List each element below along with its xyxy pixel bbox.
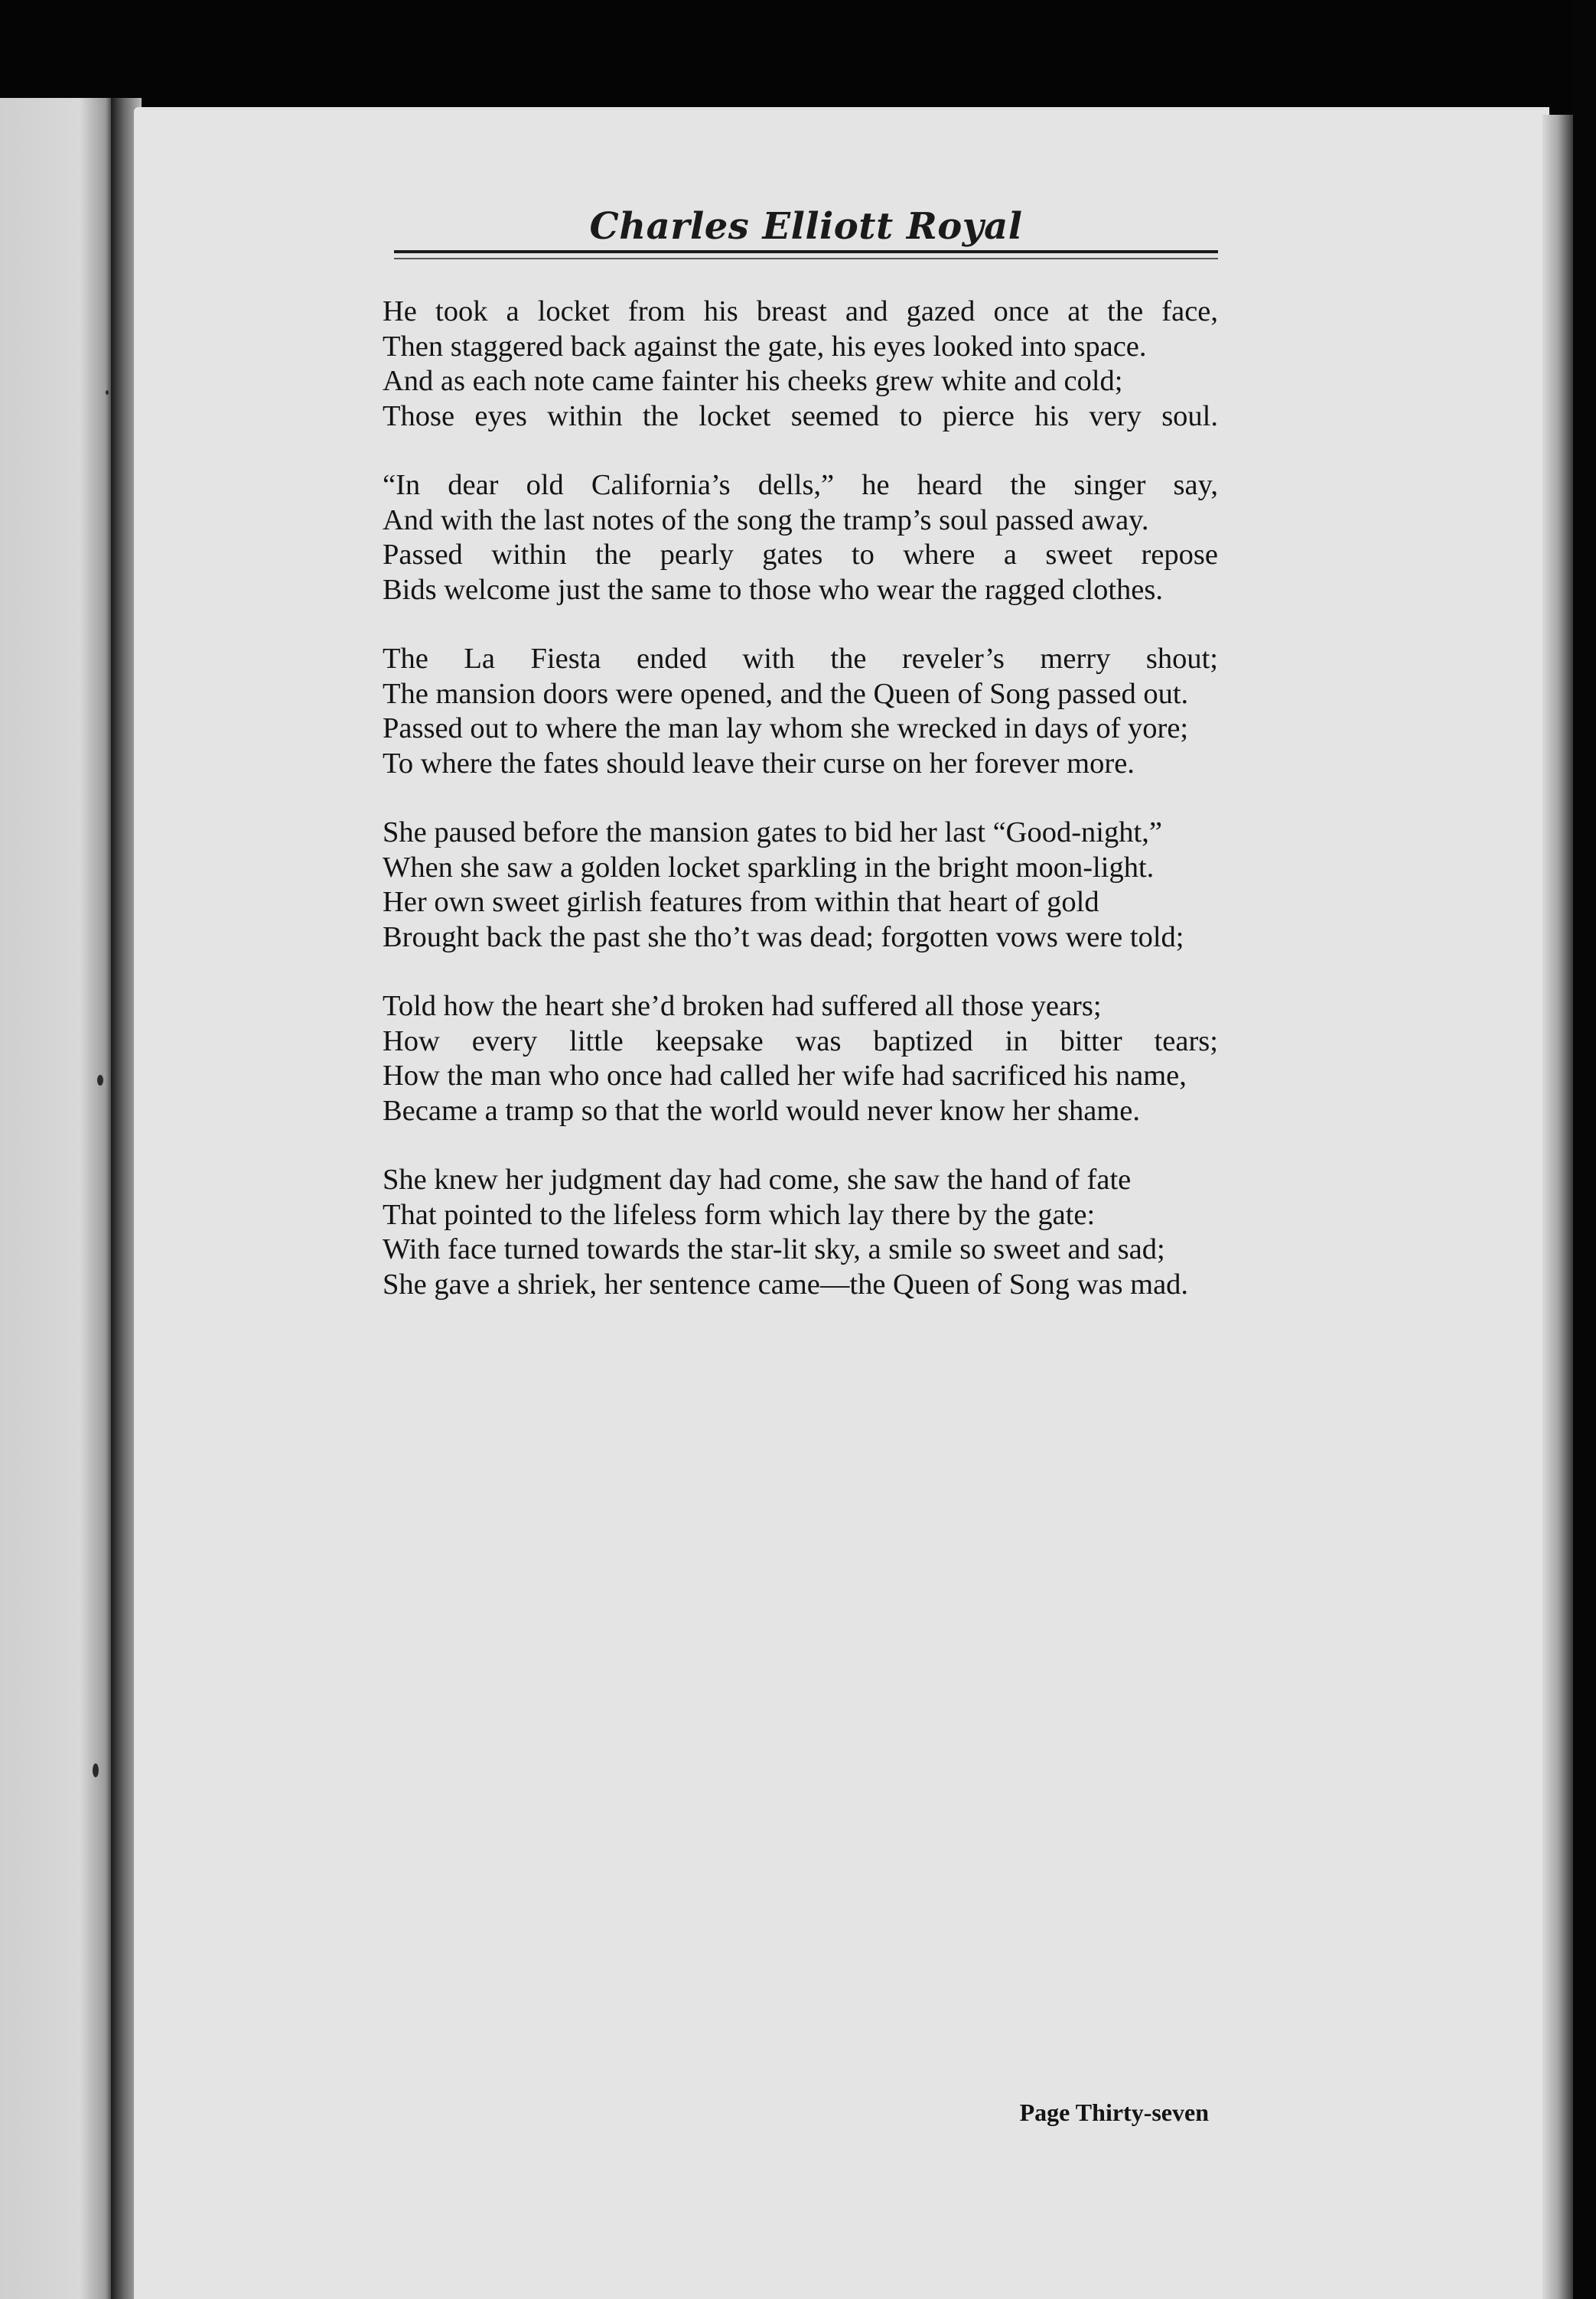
poem-line: Became a tramp so that the world would never know her shame.	[383, 1094, 1141, 1127]
header-rule-thin	[394, 258, 1218, 259]
poem-line: And with the last notes of the song the tramp’s soul passed away.	[383, 503, 1149, 536]
poem-line: Passed out to where the man lay whom she wrecked in days of yore;	[383, 712, 1189, 744]
stanza	[383, 816, 1218, 955]
scan-speck	[93, 1763, 99, 1777]
stanza	[383, 642, 1218, 781]
stanza	[383, 1163, 1218, 1302]
poem-line: And as each note came fainter his cheeks grew white and cold;	[383, 365, 1123, 397]
running-head: Charles Elliott Royal	[589, 205, 1023, 248]
poem-line: Then staggered back against the gate, his eyes looked into space.	[383, 330, 1147, 363]
poem-line: How every little keepsake was baptized in bitter tears;	[383, 1024, 1218, 1057]
poem-line: She knew her judgment day had come, she saw the hand of fate	[383, 1164, 1132, 1196]
facing-page-edge	[0, 98, 115, 2299]
scan-border	[1573, 0, 1596, 2299]
poem-line: When she saw a golden locket sparkling in the bright moon-light.	[383, 851, 1155, 884]
poem-line: That pointed to the lifeless form which lay there by the gate:	[383, 1198, 1096, 1231]
poem-line: “In dear old California’s dells,” he heard the singer say,	[383, 469, 1218, 501]
stanza	[383, 989, 1218, 1128]
stanza	[383, 295, 1218, 434]
poem-line: To where the fates should leave their curse on her forever more.	[383, 747, 1135, 780]
header-rule	[394, 250, 1218, 253]
poem-line: How the man who once had called her wife had sacrificed his name,	[383, 1060, 1187, 1092]
poem-line: With face turned towards the star-lit sky, a smile so sweet and sad;	[383, 1233, 1165, 1265]
poem-line: Those eyes within the locket seemed to pierce his very soul.	[383, 399, 1218, 432]
scan-speck	[106, 390, 109, 395]
scan-speck	[97, 1075, 103, 1086]
poem-line: She gave a shriek, her sentence came—the Queen of Song was mad.	[383, 1268, 1189, 1301]
poem-line: Brought back the past she tho’t was dead; forgotten vows were told;	[383, 920, 1184, 953]
poem-body	[383, 295, 1218, 1337]
page-fore-edge	[1542, 115, 1573, 2299]
poem-line: She paused before the mansion gates to bid her last “Good-night,”	[383, 816, 1162, 848]
poem-line: Her own sweet girlish features from within that heart of gold	[383, 886, 1099, 918]
stanza	[383, 468, 1218, 607]
poem-line: Bids welcome just the same to those who wear the ragged clothes.	[383, 573, 1163, 606]
poem-line: He took a locket from his breast and gazed once at the face,	[383, 295, 1218, 327]
poem-line: Told how the heart she’d broken had suffered all those years;	[383, 990, 1102, 1022]
page-number: Page Thirty-seven	[1019, 2099, 1209, 2126]
poem-line: Passed within the pearly gates to where a sweet repose	[383, 539, 1218, 571]
poem-line: The La Fiesta ended with the reveler’s merry shout;	[383, 643, 1218, 675]
poem-line: The mansion doors were opened, and the Queen of Song passed out.	[383, 677, 1189, 710]
